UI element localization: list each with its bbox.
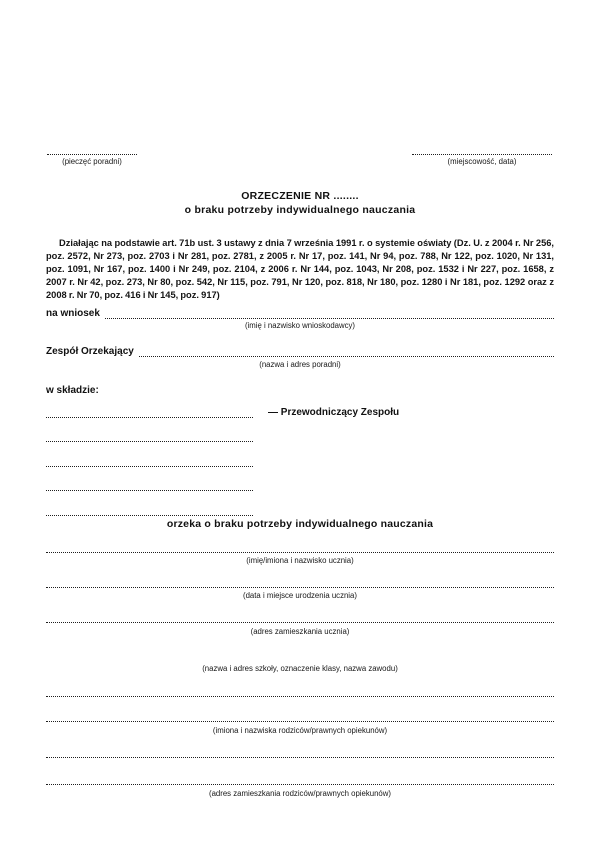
place-date-blank-line[interactable]	[412, 146, 552, 155]
member-row	[46, 479, 253, 491]
member-blank-line[interactable]	[46, 487, 253, 491]
clinic-stamp-caption: (pieczęć poradni)	[62, 156, 122, 166]
board-caption: (nazwa i adres poradni)	[259, 360, 341, 369]
member-row	[46, 430, 253, 442]
member-blank-line[interactable]	[46, 463, 253, 467]
parents-names-blank-line[interactable]	[46, 696, 554, 697]
member-blank-line[interactable]	[46, 438, 253, 442]
student-address-blank-line[interactable]	[46, 622, 554, 623]
stamp-row	[47, 146, 552, 166]
clinic-stamp-field	[47, 146, 137, 166]
board-field-row	[46, 344, 554, 357]
student-address-caption: (adres zamieszkania ucznia)	[250, 627, 350, 636]
school-caption: (nazwa i adres szkoły, oznaczenie klasy, nazwa zawodu)	[202, 664, 398, 673]
student-birth-caption: (data i miejsce urodzenia ucznia)	[243, 591, 357, 600]
request-field-row	[46, 306, 554, 319]
parents-address-caption: (adres zamieszkania rodziców/prawnych opiekunów)	[208, 789, 391, 798]
member-blank-line[interactable]	[46, 512, 253, 516]
composition-lead-label: w składzie:	[46, 385, 99, 396]
clinic-stamp-blank-line[interactable]	[47, 146, 137, 155]
student-name-caption: (imię/imiona i nazwisko ucznia)	[246, 556, 354, 565]
member-row	[46, 455, 253, 467]
request-blank-line[interactable]	[105, 315, 554, 319]
chairman-blank-line[interactable]	[46, 414, 253, 418]
ruling-heading: orzeka o braku potrzeby indywidualnego nauczania	[166, 518, 434, 530]
board-lead-label: Zespół Orzekający	[46, 346, 134, 357]
parents-names-blank-line[interactable]	[46, 721, 554, 722]
document-title-line2: o braku potrzeby indywidualnego nauczania	[184, 203, 416, 216]
place-date-field	[412, 146, 552, 166]
parents-address-blank-line[interactable]	[46, 757, 554, 758]
request-lead-label: na wniosek	[46, 308, 100, 319]
chairman-role-label: — Przewodniczący Zespołu	[268, 407, 400, 418]
chairman-row	[46, 406, 399, 418]
document-title-line1: ORZECZENIE NR ........	[241, 190, 359, 202]
student-birth-blank-line[interactable]	[46, 587, 554, 588]
legal-basis-paragraph: Działając na podstawie art. 71b ust. 3 ustawy z dnia 7 września 1991 r. o systemie oświaty (Dz. U. z 2004 r. Nr 256, poz. 2572, Nr 273, poz. 2703 i Nr 281, poz. 2781, z 2005 r. Nr 17, poz. 141, Nr 94, poz. 788, Nr 122, poz. 1020, Nr 131, poz. 1091, Nr 167, poz. 1400 i Nr 249, poz. 2104, z 2006 r. Nr 144, poz. 1043, Nr 208, poz. 1532 i Nr 227, poz. 1658, z 2007 r. Nr 42, poz. 273, Nr 80, poz. 542, Nr 115, poz. 791, Nr 120, poz. 818, Nr 180, poz. 1280 i Nr 181, poz. 1292 oraz z 2008 r. Nr 70, poz. 416 i Nr 145, poz. 917)	[46, 238, 554, 301]
student-name-blank-line[interactable]	[46, 552, 554, 553]
request-caption: (imię i nazwisko wnioskodawcy)	[244, 321, 356, 330]
document-title	[0, 190, 600, 217]
place-date-caption: (miejscowość, data)	[447, 156, 517, 166]
board-blank-line[interactable]	[139, 353, 554, 357]
member-row	[46, 504, 253, 516]
parents-address-blank-line[interactable]	[46, 784, 554, 785]
parents-names-caption: (imiona i nazwiska rodziców/prawnych opiekunów)	[212, 726, 388, 735]
